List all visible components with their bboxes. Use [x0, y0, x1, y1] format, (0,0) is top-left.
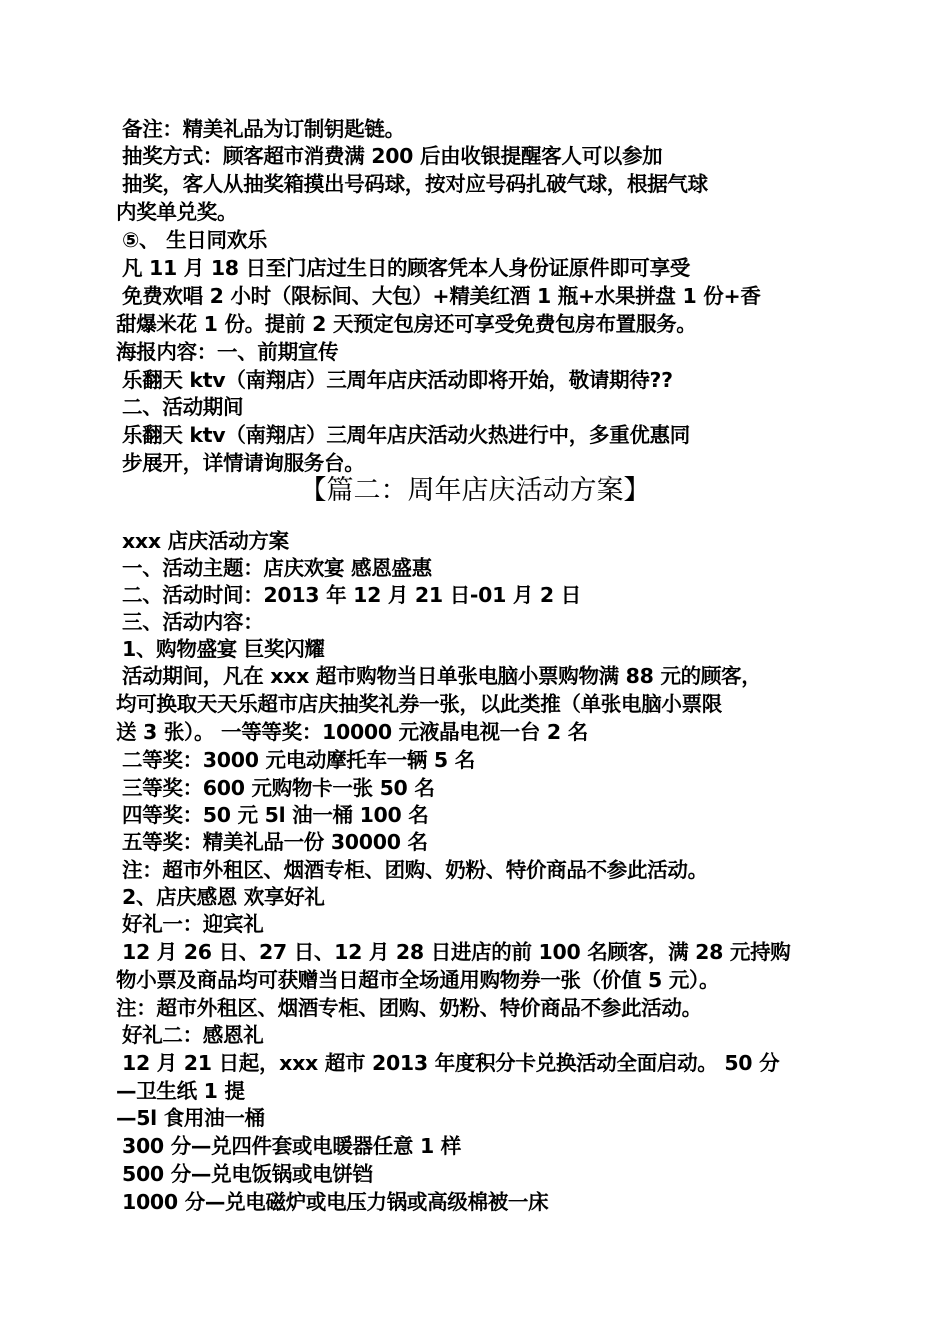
birthday-heading: ⑤、 生日同欢乐: [122, 228, 268, 252]
points-1000: 1000 分—兑电磁炉或电压力锅或高级棉被一床: [122, 1190, 549, 1214]
shopping-heading: 1、购物盛宴 巨奖闪耀: [122, 637, 325, 661]
birthday-line-2: 免费欢唱 2 小时（限标间、大包）+精美红酒 1 瓶+水果拼盘 1 份+香: [122, 284, 761, 308]
gift-two-line-1: 12 月 21 日起，xxx 超市 2013 年度积分卡兑换活动全面启动。 50 分: [122, 1051, 780, 1075]
birthday-line-3: 甜爆米花 1 份。提前 2 天预定包房还可享受免费包房布置服务。: [116, 312, 697, 336]
points-300: 300 分—兑四件套或电暖器任意 1 样: [122, 1134, 461, 1158]
content-heading: 三、活动内容：: [122, 610, 264, 634]
prize-third: 三等奖：600 元购物卡一张 50 名: [122, 776, 435, 800]
points-tissue: —卫生纸 1 提: [116, 1079, 245, 1103]
shopping-line-2: 均可换取天天乐超市店庆抽奖礼券一张，以此类推（单张电脑小票限: [116, 692, 722, 716]
lottery-method-line-3: 内奖单兑奖。: [116, 200, 238, 224]
birthday-line-1: 凡 11 月 18 日至门店过生日的顾客凭本人身份证原件即可享受: [122, 256, 691, 280]
gift-two-heading: 好礼二：感恩礼: [122, 1023, 264, 1047]
gift-one-heading: 好礼一：迎宾礼: [122, 912, 264, 936]
poster-heading: 海报内容：一、前期宣传: [116, 340, 339, 364]
section-title: 【篇二：周年店庆活动方案】: [299, 475, 651, 506]
points-oil: —5l 食用油一桶: [116, 1106, 265, 1130]
exclusion-note-2: 注：超市外租区、烟酒专柜、团购、奶粉、特价商品不参此活动。: [116, 996, 702, 1020]
poster-line-3: 步展开，详情请询服务台。: [122, 451, 365, 475]
poster-line-2: 乐翻天 ktv（南翔店）三周年店庆活动火热进行中，多重优惠同: [122, 423, 690, 447]
points-500: 500 分—兑电饭锅或电饼铛: [122, 1162, 373, 1186]
plan-title: xxx 店庆活动方案: [122, 529, 289, 553]
lottery-method-line-2: 抽奖，客人从抽奖箱摸出号码球，按对应号码扎破气球，根据气球: [122, 172, 708, 196]
poster-heading-2: 二、活动期间: [122, 395, 244, 419]
shopping-line-1: 活动期间，凡在 xxx 超市购物当日单张电脑小票购物满 88 元的顾客，: [122, 664, 762, 688]
gift-one-line-1: 12 月 26 日、27 日、12 月 28 日进店的前 100 名顾客，满 28 元持购: [122, 940, 791, 964]
exclusion-note: 注：超市外租区、烟酒专柜、团购、奶粉、特价商品不参此活动。: [122, 858, 708, 882]
thanks-heading: 2、店庆感恩 欢享好礼: [122, 885, 325, 909]
lottery-method-line: 抽奖方式：顾客超市消费满 200 后由收银提醒客人可以参加: [122, 144, 663, 168]
prize-second: 二等奖：3000 元电动摩托车一辆 5 名: [122, 748, 475, 772]
shopping-line-3: 送 3 张）。 一等等奖：10000 元液晶电视一台 2 名: [116, 720, 588, 744]
time-line: 二、活动时间：2013 年 12 月 21 日-01 月 2 日: [122, 583, 581, 607]
gift-one-line-2: 物小票及商品均可获赠当日超市全场通用购物券一张（价值 5 元）。: [116, 968, 720, 992]
prize-fifth: 五等奖：精美礼品一份 30000 名: [122, 830, 428, 854]
note-line: 备注：精美礼品为订制钥匙链。: [122, 117, 405, 141]
prize-fourth: 四等奖：50 元 5l 油一桶 100 名: [122, 803, 429, 827]
theme-line: 一、活动主题：店庆欢宴 感恩盛惠: [122, 556, 432, 580]
poster-line-1: 乐翻天 ktv（南翔店）三周年店庆活动即将开始，敬请期待??: [122, 368, 673, 392]
